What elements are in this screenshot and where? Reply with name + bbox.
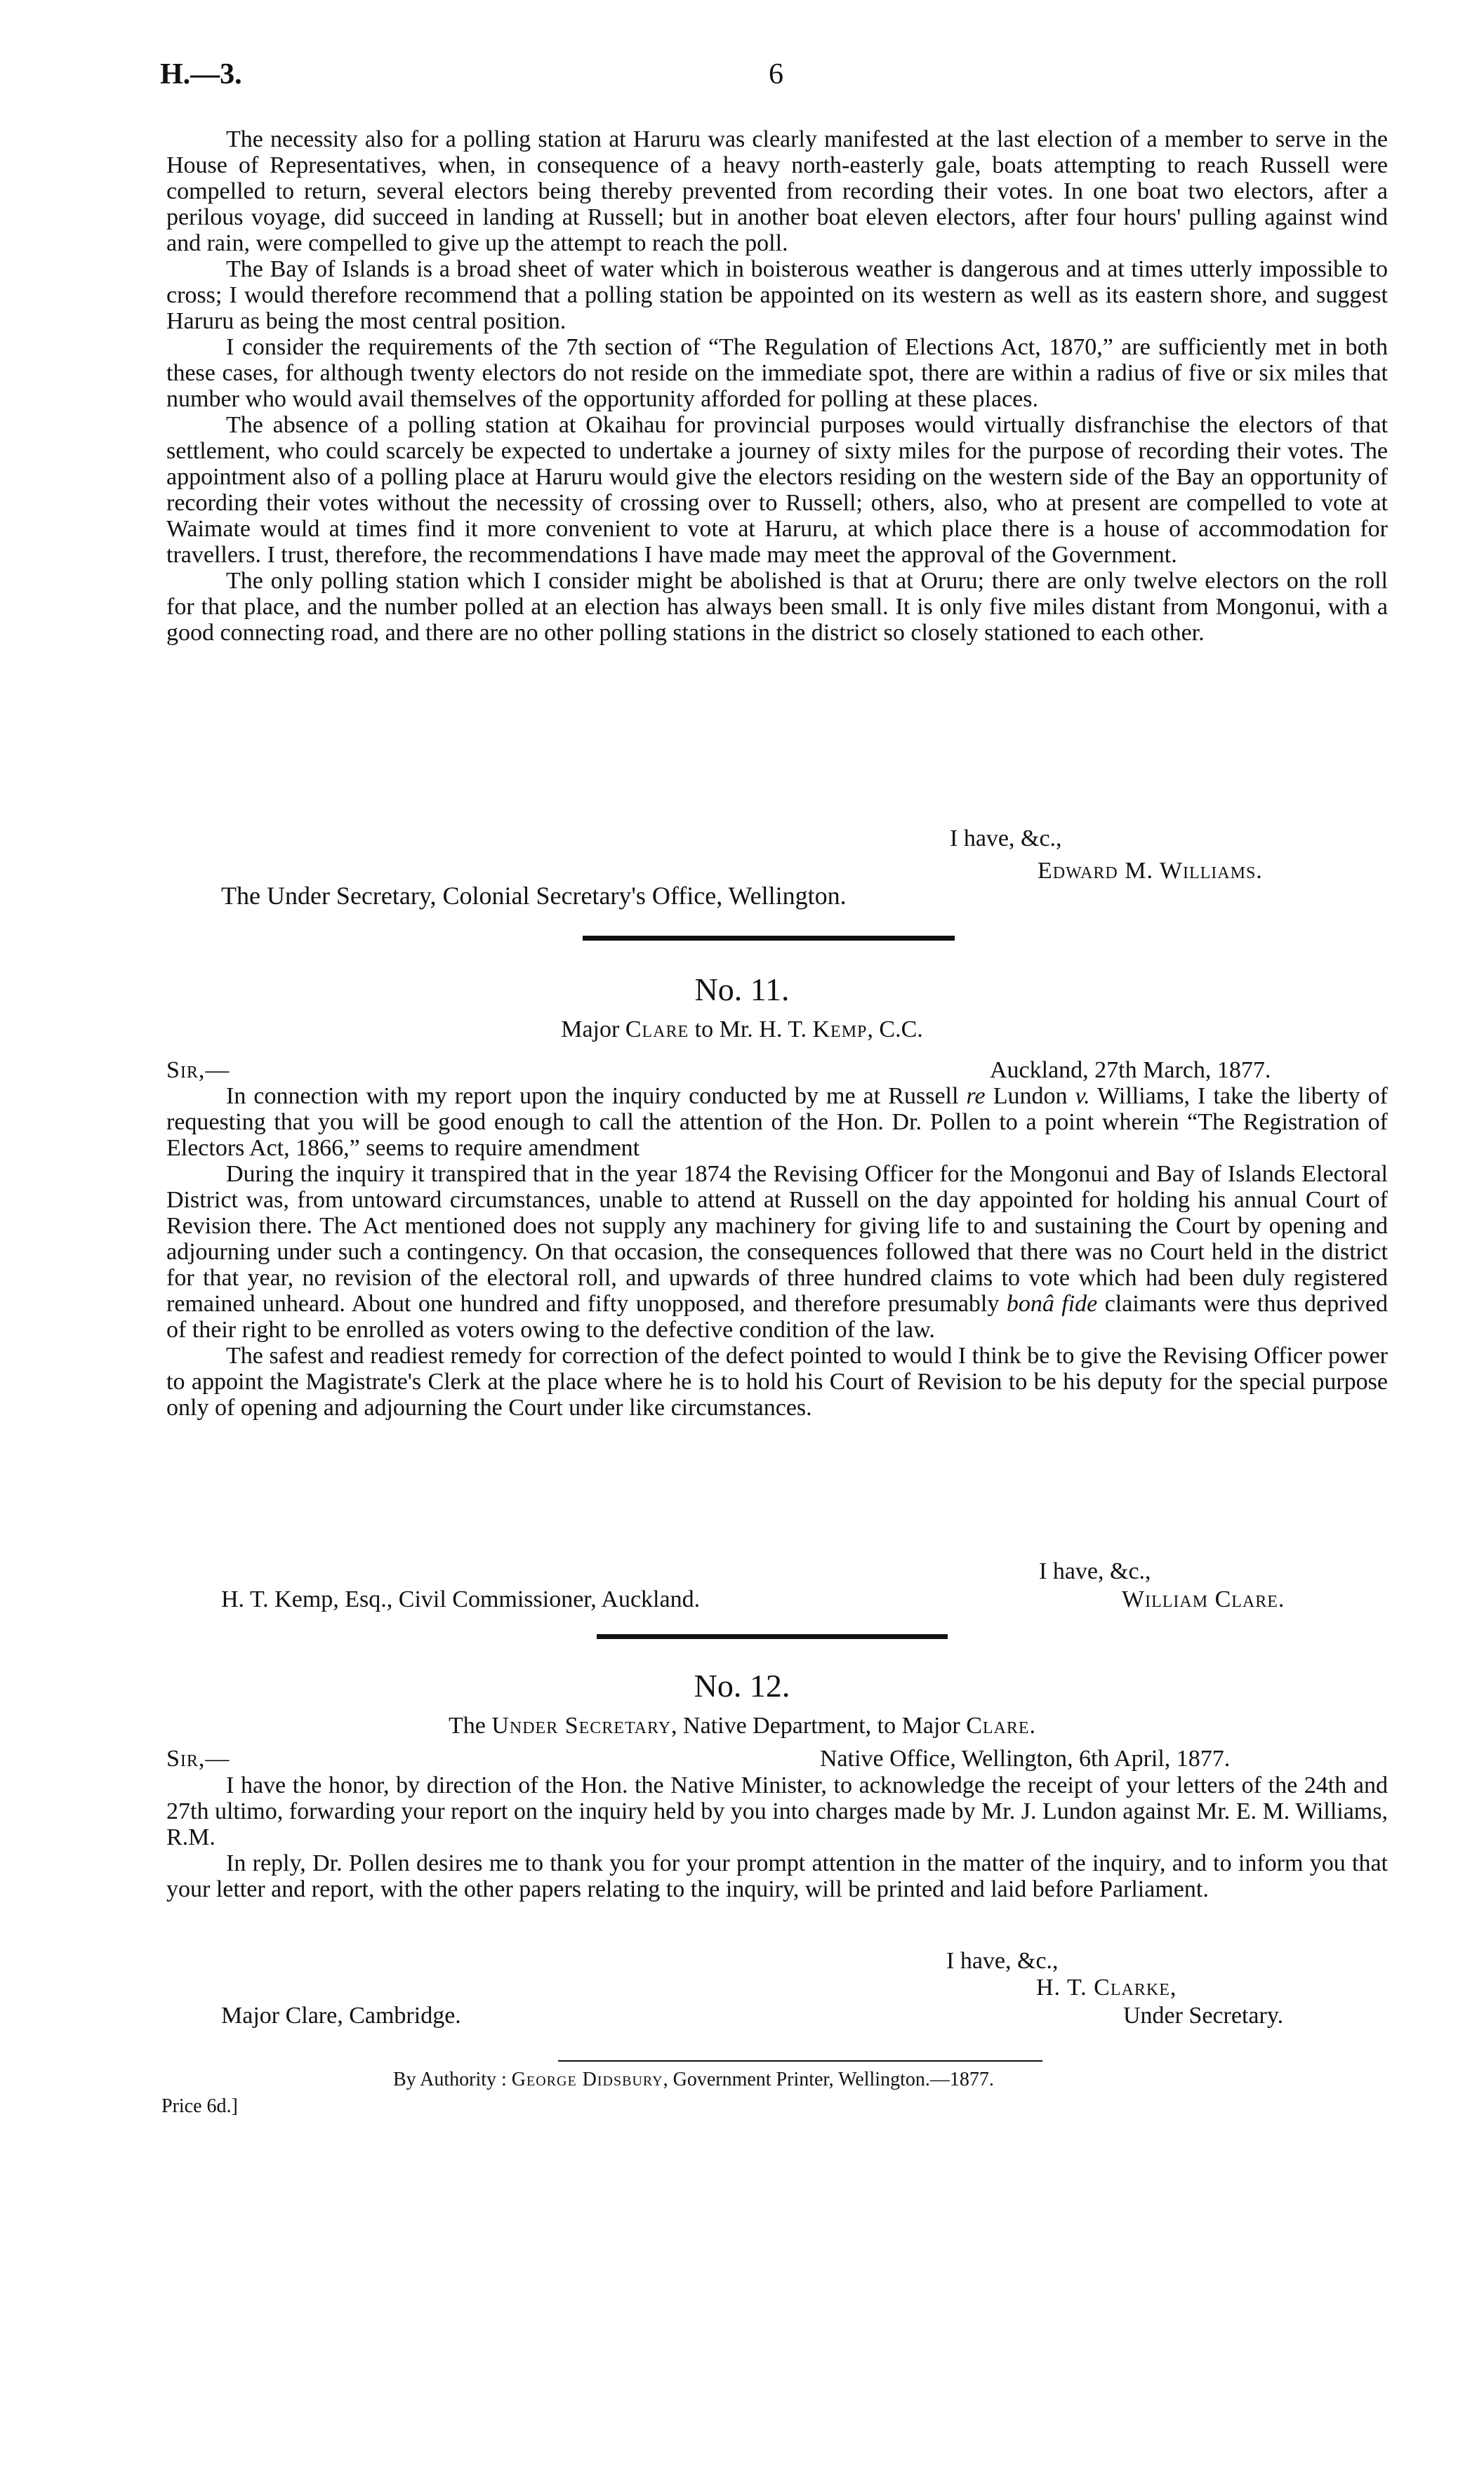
section-divider [583,936,955,941]
closing: I have, &c., [1039,1558,1151,1584]
letter-10-body [166,126,1388,646]
page-number: 6 [769,58,783,91]
paragraph: During the inquiry it transpired that in the year 1874 the Revising Officer for the Mongonui and Bay of Islands Electoral District was, from untoward circumstances, unable to attend at Russell on the day appointed for holding his annual Court of Revision there. The Act mentioned does not supply any machinery for giving life to and sustaining the Court by opening and adjourning under such a contingency. On that occasion, the consequences followed that there was no Court held in the district for that year, no revision of the electoral roll, and upwards of three hundred claims to vote which had been duly registered remained unheard. About one hundred and fifty unopposed, and therefore presumably bonâ fide claimants were thus deprived of their right to be enrolled as voters owing to the defective condition of the law. [166,1161,1389,1343]
paragraph: The absence of a polling station at Okaihau for provincial purposes would virtually disfranchise the electors of that settlement, who could scarcely be expected to undertake a journey of sixty miles for the purpose of recording their votes. The appointment also of a polling place at Haruru would give the electors residing on the western side of the Bay an opportunity of recording their votes without the necessity of crossing over to Russell; others, also, who at present are compelled to vote at Waimate would at times find it more convenient to vote at Haruru, at which place there is a house of accommodation for travellers. I trust, therefore, the recommendations I have made may meet the approval of the Government. [166,412,1388,568]
salutation: Sir,— [166,1057,230,1083]
addressee: The Under Secretary, Colonial Secretary's Office, Wellington. [221,882,847,910]
document-reference: H.—3. [160,58,242,91]
addressee: Major Clare, Cambridge. [221,2003,461,2029]
section-divider [597,1634,948,1639]
paragraph: In connection with my report upon the inquiry conducted by me at Russell re Lundon v. Williams, I take the liberty of requesting that you will be good enough to call the attention of the Hon. Dr. Pollen to a point wherein “The Registration of Electors Act, 1866,” seems to require amendment [166,1083,1389,1161]
letter-heading: Major Clare to Mr. H. T. Kemp, C.C. [561,1016,923,1042]
closing: I have, &c., [950,825,1062,851]
signature: William Clare. [1122,1586,1285,1612]
paragraph: The necessity also for a polling station at Haruru was clearly manifested at the last election of a member to serve in the House of Representatives, when, in consequence of a heavy north-easterly gale, boats attempting to reach Russell were compelled to return, several electors being thereby prevented from recording their votes. In one boat two electors, after a perilous voyage, did succeed in landing at Russell; but in another boat eleven electors, after four hours' pulling against wind and rain, were compelled to give up the attempt to reach the poll. [166,126,1388,256]
letter-heading: The Under Secretary, Native Department, to Major Clare. [448,1713,1036,1739]
letter-title: No. 12. [694,1668,790,1704]
footer-rule [558,2060,1042,2062]
letter-title: No. 11. [694,971,790,1007]
signature: H. T. Clarke, [1036,1975,1177,2001]
printer-imprint: By Authority : George Didsbury, Government Printer, Wellington.—1877. [393,2069,994,2090]
paragraph: The Bay of Islands is a broad sheet of water which in boisterous weather is dangerous and at times utterly impossible to cross; I would therefore recommend that a polling station be appointed on its western as well as its eastern shore, and suggest Haruru as being the most central position. [166,256,1388,334]
place-date: Native Office, Wellington, 6th April, 1877. [820,1746,1231,1772]
addressee: H. T. Kemp, Esq., Civil Commissioner, Auckland. [221,1586,701,1612]
paragraph: I have the honor, by direction of the Hon. the Native Minister, to acknowledge the receipt of your letters of the 24th and 27th ultimo, forwarding your report on the inquiry held by you into charges made by Mr. J. Lundon against Mr. E. M. Williams, R.M. [166,1772,1388,1850]
place-date: Auckland, 27th March, 1877. [990,1057,1271,1083]
letter-12-body [166,1772,1388,1902]
paragraph: The safest and readiest remedy for correction of the defect pointed to would I think be to give the Revising Officer power to appoint the Magistrate's Clerk at the place where he is to hold his Court of Revision to be his deputy for the special purpose only of opening and adjourning the Court under like circumstances. [166,1343,1388,1421]
signature: Edward M. Williams. [1038,858,1263,884]
signature-title: Under Secretary. [1123,2003,1284,2029]
paragraph: The only polling station which I consider might be abolished is that at Oruru; there are only twelve electors on the roll for that place, and the number polled at an election has always been small. It is only five miles distant from Mongonui, with a good connecting road, and there are no other polling stations in the district so closely stationed to each other. [166,568,1388,646]
letter-11-body [166,1083,1388,1421]
paragraph: In reply, Dr. Pollen desires me to thank you for your prompt attention in the matter of the inquiry, and to inform you that your letter and report, with the other papers relating to the inquiry, will be printed and laid before Parliament. [166,1850,1388,1902]
closing: I have, &c., [946,1948,1059,1974]
paragraph: I consider the requirements of the 7th section of “The Regulation of Elections Act, 1870,” are sufficiently met in both these cases, for although twenty electors do not reside on the immediate spot, there are within a radius of five or six miles that number who would avail themselves of the opportunity afforded for polling at these places. [166,334,1388,412]
price: Price 6d.] [161,2095,238,2117]
salutation: Sir,— [166,1746,230,1772]
